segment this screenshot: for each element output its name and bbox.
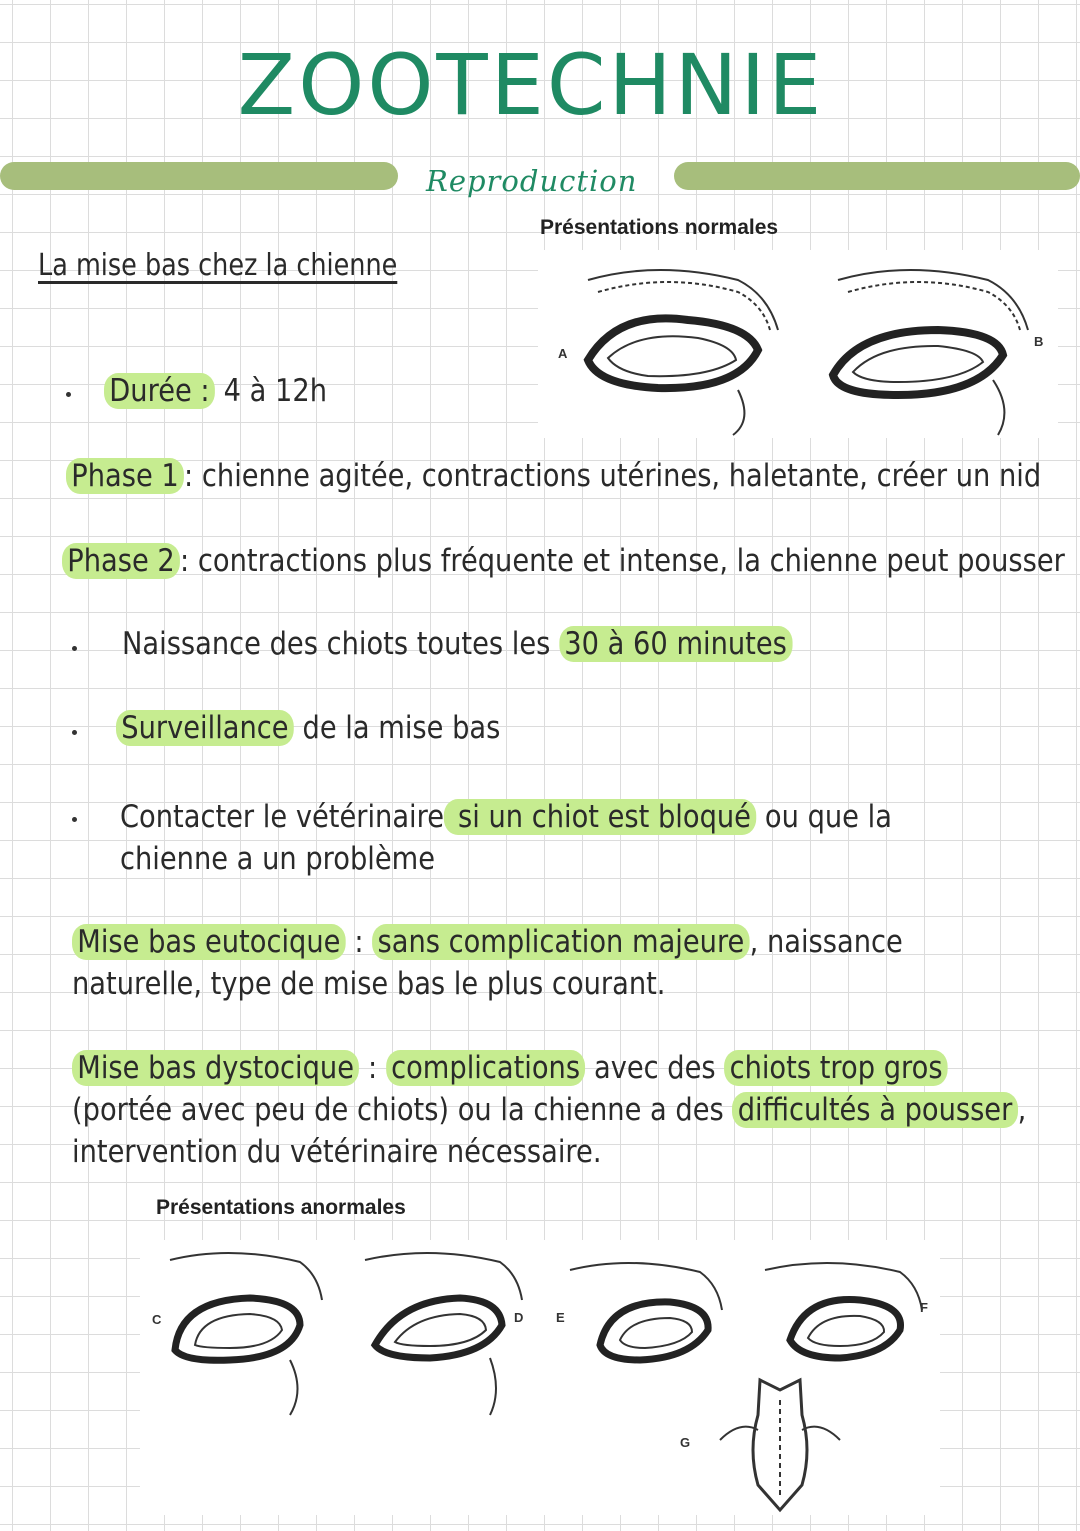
dystocique-highlight-1: complications xyxy=(386,1050,585,1086)
figure-normal-title: Présentations normales xyxy=(540,216,779,239)
figure-letter-g: G xyxy=(680,1435,691,1450)
surveillance-line xyxy=(116,710,500,746)
figure-abnormal-title: Présentations anormales xyxy=(156,1196,406,1219)
duree-line xyxy=(104,373,327,409)
figure-normal-presentations xyxy=(538,250,1058,438)
header-band-left xyxy=(0,162,398,190)
puppy-birth-diagram-normal xyxy=(538,250,1058,438)
contact-text: Contacter le vétérinaire xyxy=(120,799,445,835)
page-subtitle: Reproduction xyxy=(426,164,638,198)
dystocique-highlight-2: chiots trop gros xyxy=(724,1050,948,1086)
phase2-label: Phase 2 xyxy=(62,543,180,579)
section-heading: La mise bas chez la chienne xyxy=(38,248,398,283)
figure-letter-f: F xyxy=(920,1300,928,1315)
phase2-text: : contractions plus fréquente et intense, la chienne peut pousser xyxy=(180,543,1065,579)
surveillance-highlight: Surveillance xyxy=(116,710,294,746)
contact-line xyxy=(120,796,991,880)
dystocique-paragraph xyxy=(72,1047,1049,1173)
figure-letter-a: A xyxy=(558,346,568,361)
dystocique-highlight-3: difficultés à pousser xyxy=(732,1092,1017,1128)
dystocique-label: Mise bas dystocique xyxy=(72,1050,359,1086)
dystocique-text-3: , intervention du vétérinaire nécessaire. xyxy=(72,1092,1027,1170)
phase1-line xyxy=(66,458,1041,494)
surveillance-text: de la mise bas xyxy=(293,710,501,746)
figure-letter-c: C xyxy=(152,1312,162,1327)
phase1-label: Phase 1 xyxy=(66,458,184,494)
page-title: ZOOTECHNIE xyxy=(237,36,825,134)
figure-letter-b: B xyxy=(1034,334,1044,349)
figure-letter-d: D xyxy=(514,1310,524,1325)
phase2-line xyxy=(62,543,1065,579)
figure-letter-e: E xyxy=(556,1310,565,1325)
naissance-highlight: 30 à 60 minutes xyxy=(559,626,792,662)
bullet-dot xyxy=(66,392,71,397)
phase1-text: : chienne agitée, contractions utérines, haletante, créer un nid xyxy=(184,458,1042,494)
header-band-right xyxy=(674,162,1080,190)
contact-text-end: ou que la chienne a un problème xyxy=(120,799,892,877)
dystocique-text-2: (portée avec peu de chiots) ou la chienne a des xyxy=(72,1092,733,1128)
duree-label: Durée : xyxy=(104,373,215,409)
dystocique-sep: : xyxy=(359,1050,386,1086)
bullet-dot xyxy=(72,817,77,822)
naissance-text: Naissance des chiots toutes les xyxy=(122,626,560,662)
puppy-birth-diagram-abnormal xyxy=(140,1240,940,1515)
contact-highlight: si un chiot est bloqué xyxy=(444,799,756,835)
bullet-dot xyxy=(72,730,77,735)
naissance-line xyxy=(122,626,792,662)
duree-value: 4 à 12h xyxy=(214,373,328,409)
figure-abnormal-presentations xyxy=(140,1240,940,1515)
dystocique-text-1: avec des xyxy=(585,1050,725,1086)
eutocique-text: , naissance naturelle, type de mise bas le plus courant. xyxy=(72,924,903,1002)
eutocique-paragraph xyxy=(72,921,1031,1005)
eutocique-label: Mise bas eutocique xyxy=(72,924,346,960)
eutocique-highlight: sans complication majeure xyxy=(372,924,749,960)
bullet-dot xyxy=(72,646,77,651)
eutocique-sep: : xyxy=(345,924,373,960)
